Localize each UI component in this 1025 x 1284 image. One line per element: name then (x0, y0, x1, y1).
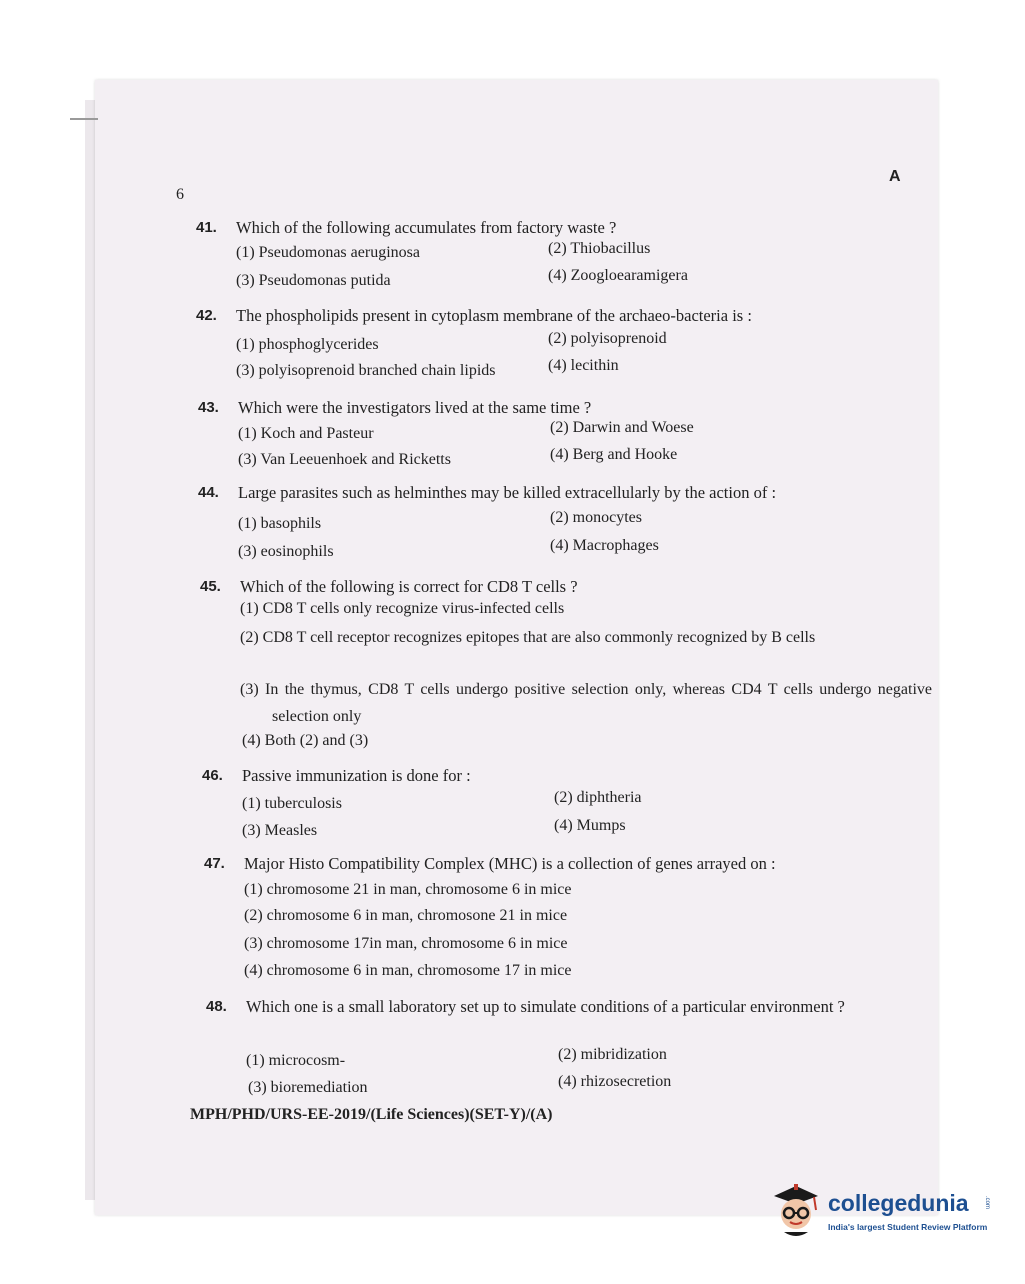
question-46 (202, 762, 922, 789)
option: (1) Koch and Pasteur (238, 425, 374, 442)
question-42 (196, 302, 916, 329)
question-text: Which one is a small laboratory set up to simulate conditions of a particular environment ? (246, 997, 845, 1016)
option: (1) tuberculosis (242, 795, 342, 812)
option: (1) basophils (238, 515, 322, 532)
set-letter: A (889, 168, 901, 185)
question-number: 44. (198, 484, 219, 501)
question-45 (200, 573, 920, 600)
option: (2) chromosome 6 in man, chromosone 21 in mice (244, 907, 568, 924)
question-number: 42. (196, 307, 217, 324)
option: (4) Zoogloearamigera (548, 267, 688, 284)
option: (4) rhizosecretion (558, 1073, 672, 1090)
question-number: 43. (198, 399, 219, 416)
option: (2) mibridization (558, 1046, 667, 1063)
question-text: Which were the investigators lived at the same time ? (238, 398, 592, 417)
collegedunia-logo[interactable] (770, 1178, 1000, 1248)
option: (2) diphtheria (554, 789, 642, 806)
option: (4) Berg and Hooke (550, 446, 678, 463)
option: (4) chromosome 6 in man, chromosome 17 in mice (244, 962, 572, 979)
option: (3) Measles (242, 822, 318, 839)
option: (4) Both (2) and (3) (242, 732, 369, 749)
option: (2) Thiobacillus (548, 240, 651, 257)
question-44 (198, 479, 918, 506)
question-47 (204, 850, 924, 877)
question-text: The phospholipids present in cytoplasm membrane of the archaeo-bacteria is : (236, 306, 752, 325)
option: (1) phosphoglycerides (236, 336, 379, 353)
question-41 (196, 214, 916, 241)
question-text: Major Histo Compatibility Complex (MHC) is a collection of genes arrayed on : (244, 854, 776, 873)
question-text: Large parasites such as helminthes may be killed extracellularly by the action of : (238, 483, 777, 502)
question-number: 45. (200, 578, 221, 595)
option: (1) CD8 T cells only recognize virus-infected cells (240, 600, 565, 617)
question-48 (206, 993, 906, 1020)
option: (1) chromosome 21 in man, chromosome 6 in mice (244, 881, 572, 898)
graduate-face-icon (770, 1182, 824, 1238)
option: (3) bioremediation (248, 1079, 368, 1096)
option: (3) eosinophils (238, 543, 334, 560)
page-edge-line (70, 118, 98, 120)
question-text: Which of the following accumulates from factory waste ? (236, 218, 617, 237)
option: (2) monocytes (550, 509, 642, 526)
option: (3) Pseudomonas putida (236, 272, 391, 289)
option: (3) In the thymus, CD8 T cells undergo positive selection only, whereas CD4 T cells undergo negative selection only (240, 681, 932, 725)
question-number: 47. (204, 855, 225, 872)
option: (4) Mumps (554, 817, 626, 834)
question-text: Passive immunization is done for : (242, 766, 471, 785)
question-number: 48. (206, 998, 227, 1015)
option: (1) microcosm- (246, 1052, 346, 1069)
question-number: 46. (202, 767, 223, 784)
question-number: 41. (196, 219, 217, 236)
option: (2) polyisoprenoid (548, 330, 667, 347)
question-43 (198, 394, 918, 421)
option: (3) Van Leeuenhoek and Ricketts (238, 451, 451, 468)
question-text: Which of the following is correct for CD8 T cells ? (240, 577, 578, 596)
option: (3) polyisoprenoid branched chain lipids (236, 362, 496, 379)
logo-wordmark: collegedunia (828, 1190, 969, 1216)
option: (2) CD8 T cell receptor recognizes epitopes that are also commonly recognized by B cells (240, 629, 816, 646)
option: (4) Macrophages (550, 537, 659, 554)
option: (1) Pseudomonas aeruginosa (236, 244, 420, 261)
logo-tagline: India's largest Student Review Platform (828, 1222, 988, 1232)
option: (4) lecithin (548, 357, 619, 374)
exam-code-footer: MPH/PHD/URS-EE-2019/(Life Sciences)(SET-Y)/(A) (190, 1106, 553, 1123)
logo-domain: .com (984, 1196, 990, 1210)
option: (2) Darwin and Woese (550, 419, 694, 436)
option: (3) chromosome 17in man, chromosome 6 in mice (244, 935, 568, 952)
page-number: 6 (176, 186, 184, 203)
